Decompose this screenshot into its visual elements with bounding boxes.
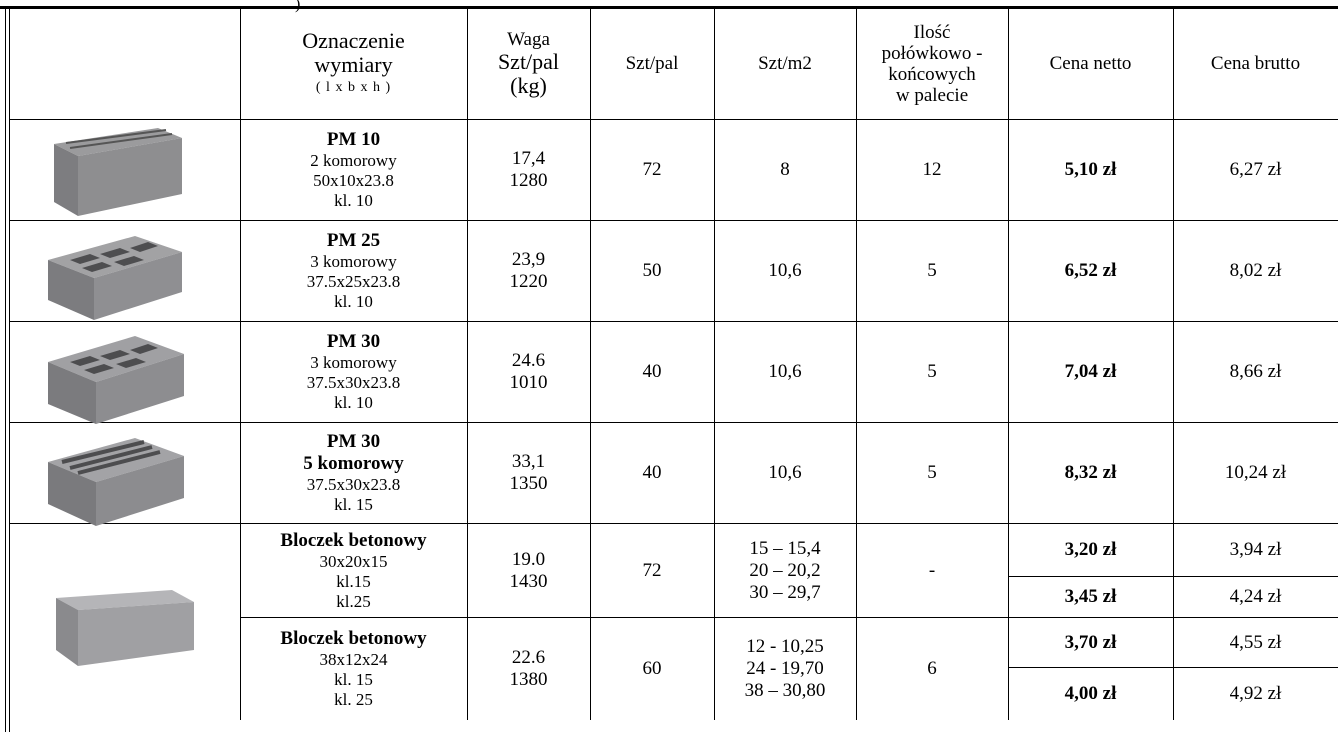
szt-m2-cell: 15 – 15,4 20 – 20,2 30 – 29,7 [714,524,856,618]
product-name-cell: PM 30 5 komorowy 37.5x30x23.8 kl. 15 [240,423,467,524]
cena-netto-cell: 3,45 zł [1008,577,1173,618]
ilosc-cell: 6 [856,618,1008,720]
left-rule-outer [5,6,6,732]
header-waga: Waga Szt/pal (kg) [467,8,590,120]
pm10-block-photo [48,124,188,220]
cena-brutto-cell: 8,02 zł [1173,221,1338,322]
header-oznaczenie: Oznaczenie wymiary ( l x b x h ) [240,8,467,120]
product-name-cell: PM 30 3 komorowy 37.5x30x23.8 kl. 10 [240,322,467,423]
price-table [9,8,1338,720]
waga-cell: 24.6 1010 [467,322,590,423]
cena-brutto-cell: 4,55 zł [1173,618,1338,668]
szt-pal-cell: 72 [590,120,714,221]
cena-brutto-cell: 10,24 zł [1173,423,1338,524]
szt-pal-cell: 60 [590,618,714,720]
product-name-cell: Bloczek betonowy 38x12x24 kl. 15 kl. 25 [240,618,467,720]
header-image-cell [9,8,240,120]
table-row [9,120,1338,221]
cena-netto-cell: 3,70 zł [1008,618,1173,668]
cena-netto-cell: 8,32 zł [1008,423,1173,524]
table-row [9,322,1338,423]
ilosc-cell: 5 [856,221,1008,322]
cena-netto-cell: 6,52 zł [1008,221,1173,322]
szt-m2-cell: 10,6 [714,322,856,423]
header-cena-brutto: Cena brutto [1173,8,1338,120]
pm25-block-photo [40,230,190,322]
solid-concrete-block-photo [52,588,198,668]
waga-cell: 17,4 1280 [467,120,590,221]
szt-pal-cell: 40 [590,423,714,524]
pm30-3chamber-block-photo [40,330,190,426]
waga-cell: 23,9 1220 [467,221,590,322]
cena-brutto-cell: 3,94 zł [1173,524,1338,577]
table-row [9,423,1338,524]
cena-netto-cell: 7,04 zł [1008,322,1173,423]
waga-cell: 19.0 1430 [467,524,590,618]
header-szt-m2: Szt/m2 [714,8,856,120]
product-name-cell: Bloczek betonowy 30x20x15 kl.15 kl.25 [240,524,467,618]
product-name-cell: PM 10 2 komorowy 50x10x23.8 kl. 10 [240,120,467,221]
cena-brutto-cell: 4,24 zł [1173,577,1338,618]
waga-cell: 33,1 1350 [467,423,590,524]
cena-brutto-cell: 4,92 zł [1173,668,1338,720]
page-cut-cover [240,720,1338,732]
ilosc-cell: 12 [856,120,1008,221]
szt-m2-cell: 12 - 10,25 24 - 19,70 38 – 30,80 [714,618,856,720]
cena-netto-cell: 3,20 zł [1008,524,1173,577]
waga-cell: 22.6 1380 [467,618,590,720]
cena-brutto-cell: 6,27 zł [1173,120,1338,221]
table-row [9,524,1338,577]
szt-pal-cell: 72 [590,524,714,618]
header-ilosc: Ilość połówkowo - końcowych w palecie [856,8,1008,120]
cena-brutto-cell: 8,66 zł [1173,322,1338,423]
table-row [9,221,1338,322]
szt-pal-cell: 40 [590,322,714,423]
szt-m2-cell: 10,6 [714,221,856,322]
product-name-cell: PM 25 3 komorowy 37.5x25x23.8 kl. 10 [240,221,467,322]
ilosc-cell: - [856,524,1008,618]
header-row [9,8,1338,120]
cena-netto-cell: 5,10 zł [1008,120,1173,221]
ilosc-cell: 5 [856,322,1008,423]
szt-m2-cell: 10,6 [714,423,856,524]
pm30-5chamber-block-photo [40,432,190,528]
szt-pal-cell: 50 [590,221,714,322]
header-cena-netto: Cena netto [1008,8,1173,120]
header-szt-pal: Szt/pal [590,8,714,120]
ilosc-cell: 5 [856,423,1008,524]
cena-netto-cell: 4,00 zł [1008,668,1173,720]
szt-m2-cell: 8 [714,120,856,221]
